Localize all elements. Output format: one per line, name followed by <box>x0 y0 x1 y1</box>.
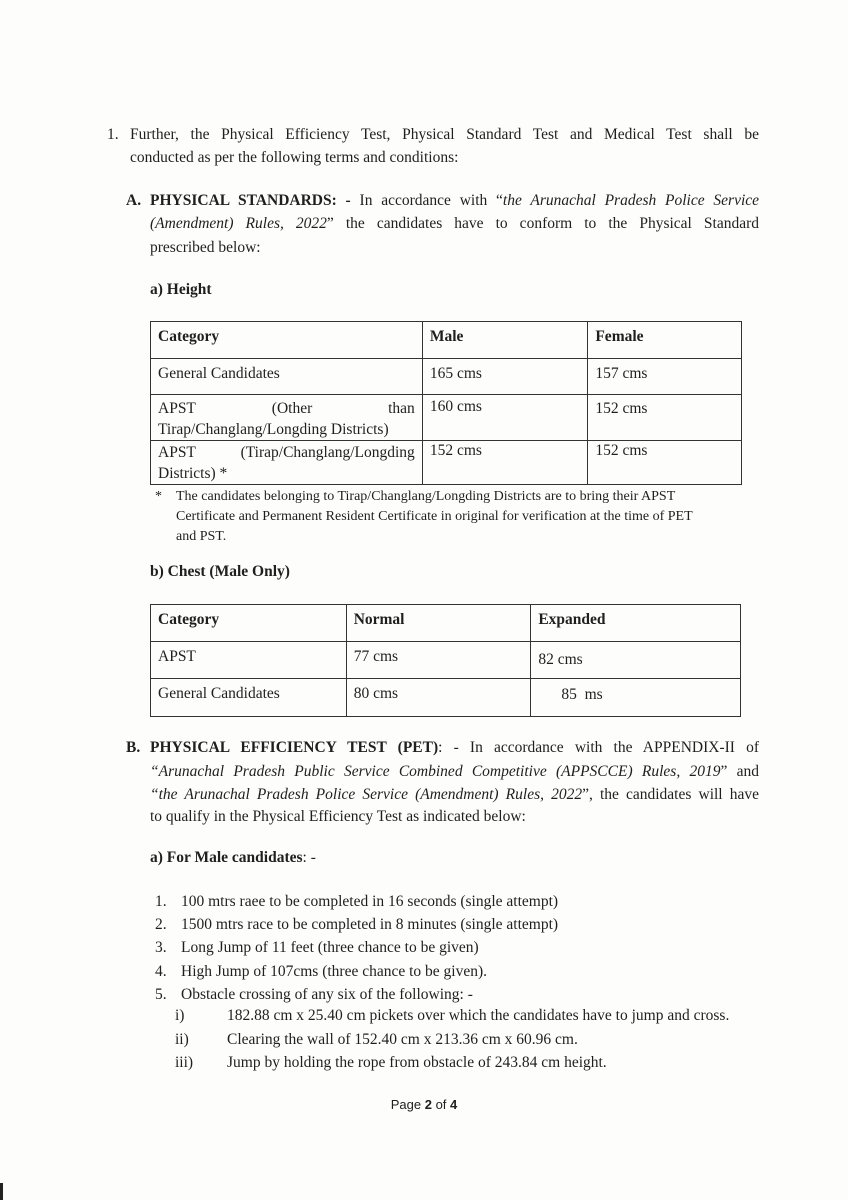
section-a-label: A. <box>126 192 142 209</box>
header-female: Female <box>588 322 742 359</box>
male-cell: 160 cms <box>422 395 588 441</box>
section-b-heading: PHYSICAL EFFICIENCY TEST (PET) <box>150 739 439 756</box>
list-item: 5. Obstacle crossing of any six of the following: - <box>155 985 473 1003</box>
category-cell: APST (Tirap/Changlang/Longding Districts) * <box>151 441 423 485</box>
intro-line-2: conducted as per the following terms and conditions: <box>130 149 459 166</box>
table-row <box>151 441 742 485</box>
female-cell: 152 cms <box>588 441 742 485</box>
expanded-cell: 85 ms <box>531 679 741 717</box>
female-cell: 157 cms <box>588 359 742 395</box>
female-cell: 152 cms <box>588 395 742 441</box>
header-normal: Normal <box>346 605 531 642</box>
list-item: i) 182.88 cm x 25.40 cm pickets over which the candidates have to jump and cross. <box>175 1007 730 1024</box>
height-note: The candidates belonging to Tirap/Changlang/Longding Districts are to bring their APST Certificate and Permanent Resident Certificate in original for verification at the time of PET and PST. <box>176 489 693 544</box>
item-number: 1. <box>107 126 119 143</box>
header-expanded: Expanded <box>531 605 741 642</box>
category-cell: General Candidates <box>151 679 347 717</box>
scan-mark <box>0 1183 3 1200</box>
section-b-label: B. <box>126 739 141 756</box>
header-male: Male <box>422 322 588 359</box>
normal-cell: 77 cms <box>346 642 531 679</box>
section-b-line-3: “the Arunachal Pradesh Police Service (Amendment) Rules, 2022”, the candidates will have <box>150 786 759 803</box>
category-cell: General Candidates <box>151 359 423 395</box>
section-a-line-2: (Amendment) Rules, 2022” the candidates have to conform to the Physical Standard <box>150 215 759 232</box>
table-header-row <box>151 605 741 642</box>
table-row <box>151 395 742 441</box>
category-cell: APST <box>151 642 347 679</box>
expanded-cell: 82 cms <box>531 642 741 679</box>
section-a-line-3: prescribed below: <box>150 239 261 256</box>
chest-table <box>150 604 741 717</box>
list-item: 1. 100 mtrs raee to be completed in 16 seconds (single attempt) <box>155 893 559 910</box>
table-row <box>151 679 741 717</box>
list-item: 4. High Jump of 107cms (three chance to be given). <box>155 962 488 980</box>
normal-cell: 80 cms <box>346 679 531 717</box>
section-a-heading: PHYSICAL STANDARDS: - <box>150 192 351 209</box>
obstacle-sublist <box>175 1004 729 1075</box>
male-candidates-label: a) For Male candidates: - <box>150 849 316 866</box>
list-item: ii) Clearing the wall of 152.40 cm x 213.36 cm x 60.96 cm. <box>175 1030 578 1048</box>
table-row <box>151 359 742 395</box>
list-item: iii) Jump by holding the rope from obstacle of 243.84 cm height. <box>175 1054 607 1071</box>
table-header-row <box>151 322 742 359</box>
section-b-line-2: “Arunachal Pradesh Public Service Combined Competitive (APPSCCE) Rules, 2019” and <box>150 763 759 780</box>
height-table <box>150 321 742 485</box>
category-cell: APST (Other than Tirap/Changlang/Longding Districts) <box>151 395 423 441</box>
list-item: 3. Long Jump of 11 feet (three chance to be given) <box>155 939 479 957</box>
table-row <box>151 642 741 679</box>
chest-label: b) Chest (Male Only) <box>150 563 290 580</box>
section-b-line-1: PHYSICAL EFFICIENCY TEST (PET): - In accordance with the APPENDIX-II of <box>150 739 759 756</box>
male-cell: 152 cms <box>422 441 588 485</box>
male-cell: 165 cms <box>422 359 588 395</box>
header-category: Category <box>151 605 347 642</box>
male-pet-list <box>155 890 558 1006</box>
page-number: Page 2 of 4 <box>390 1097 458 1112</box>
height-label: a) Height <box>150 281 212 298</box>
header-category: Category <box>151 322 423 359</box>
section-a-line-1: PHYSICAL STANDARDS: - In accordance with “the Arunachal Pradesh Police Service <box>150 192 760 209</box>
section-b-line-4: to qualify in the Physical Efficiency Test as indicated below: <box>150 808 526 825</box>
note-asterisk: * <box>155 489 162 504</box>
intro-line-1: Further, the Physical Efficiency Test, Physical Standard Test and Medical Test shall be <box>130 126 759 143</box>
list-item: 2. 1500 mtrs race to be completed in 8 minutes (single attempt) <box>155 916 559 934</box>
